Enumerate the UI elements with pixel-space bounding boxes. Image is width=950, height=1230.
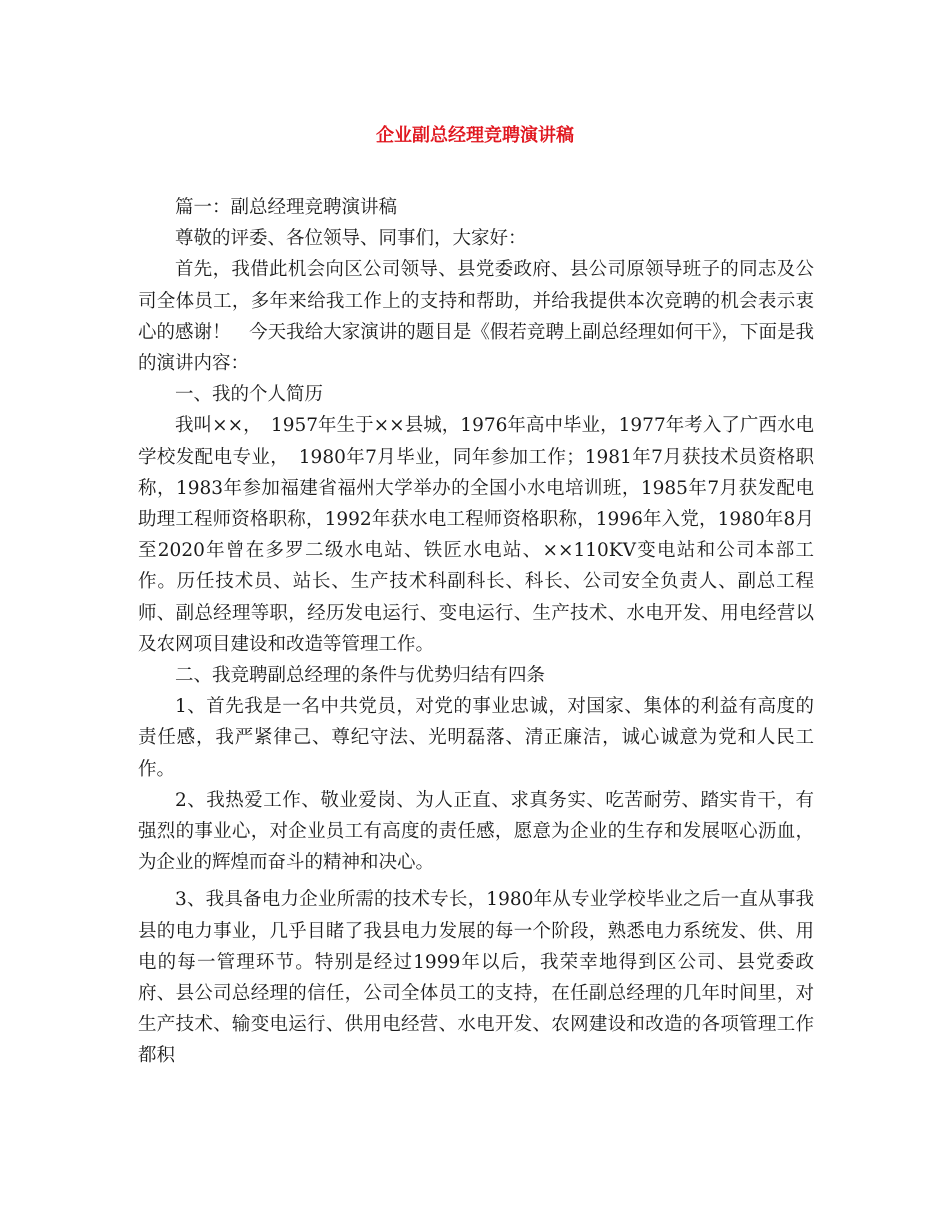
paragraph-section-heading: 篇一：副总经理竞聘演讲稿 bbox=[175, 197, 398, 218]
document-title: 企业副总经理竞聘演讲稿 bbox=[376, 125, 574, 146]
paragraph-advantage-3: 3、我具备电力企业所需的技术专长，1980年从专业学校毕业之后一直从事我县的电力事业，几乎目睹了我县电力发展的每一个阶段，熟悉电力系统发、供、用电的每一管理环节。特别是经过1999年以后，我荣幸地得到区公司、县党委政府、县公司总经理的信任，公司全体员工的支持，在任副总经理的几年时间里，对生产技术、输变电运行、供用电经营、水电开发、农网建设和改造的各项管理工作都积 bbox=[138, 889, 814, 1067]
paragraph-resume: 我叫××， 1957年生于××县城，1976年高中毕业，1977年考入了广西水电学校发配电专业， 1980年7月毕业，同年参加工作；1981年7月获技术员资格职称，1983年参加福建省福州大学举办的全国小水电培训班，1985年7月获发配电助理工程师资格职称，1992年获水电工程师资格职称，1996年入党，1980年8月至2020年曾在多罗二级水电站、铁匠水电站、××110KV变电站和公司本部工作。历任技术员、站长、生产技术科副科长、科长、公司安全负责人、副总工程师、副总经理等职，经历发电运行、变电运行、生产技术、水电开发、用电经营以及农网项目建设和改造等管理工作。 bbox=[138, 415, 814, 655]
paragraph-advantage-1: 1、首先我是一名中共党员，对党的事业忠诚，对国家、集体的利益有高度的责任感，我严紧律己、尊纪守法、光明磊落、清正廉洁，诚心诚意为党和人民工作。 bbox=[138, 696, 814, 780]
paragraph-greeting: 尊敬的评委、各位领导、同事们，大家好： bbox=[175, 228, 527, 250]
document-body bbox=[138, 192, 814, 1072]
paragraph-heading-advantages: 二、我竞聘副总经理的条件与优势归结有四条 bbox=[175, 665, 546, 687]
paragraph-thanks: 首先，我借此机会向区公司领导、县党委政府、县公司原领导班子的同志及公司全体员工，多年来给我工作上的支持和帮助，并给我提供本次竞聘的机会表示衷心的感谢！ 今天我给大家演讲的题目是《假若竞聘上副总经理如何干》，下面是我的演讲内容： bbox=[138, 259, 814, 375]
paragraph-advantage-2: 2、我热爱工作、敬业爱岗、为人正直、求真务实、吃苦耐劳、踏实肯干，有强烈的事业心，对企业员工有高度的责任感，愿意为企业的生存和发展呕心沥血，为企业的辉煌而奋斗的精神和决心。 bbox=[138, 789, 814, 874]
paragraph-heading-resume: 一、我的个人简历 bbox=[175, 384, 324, 406]
